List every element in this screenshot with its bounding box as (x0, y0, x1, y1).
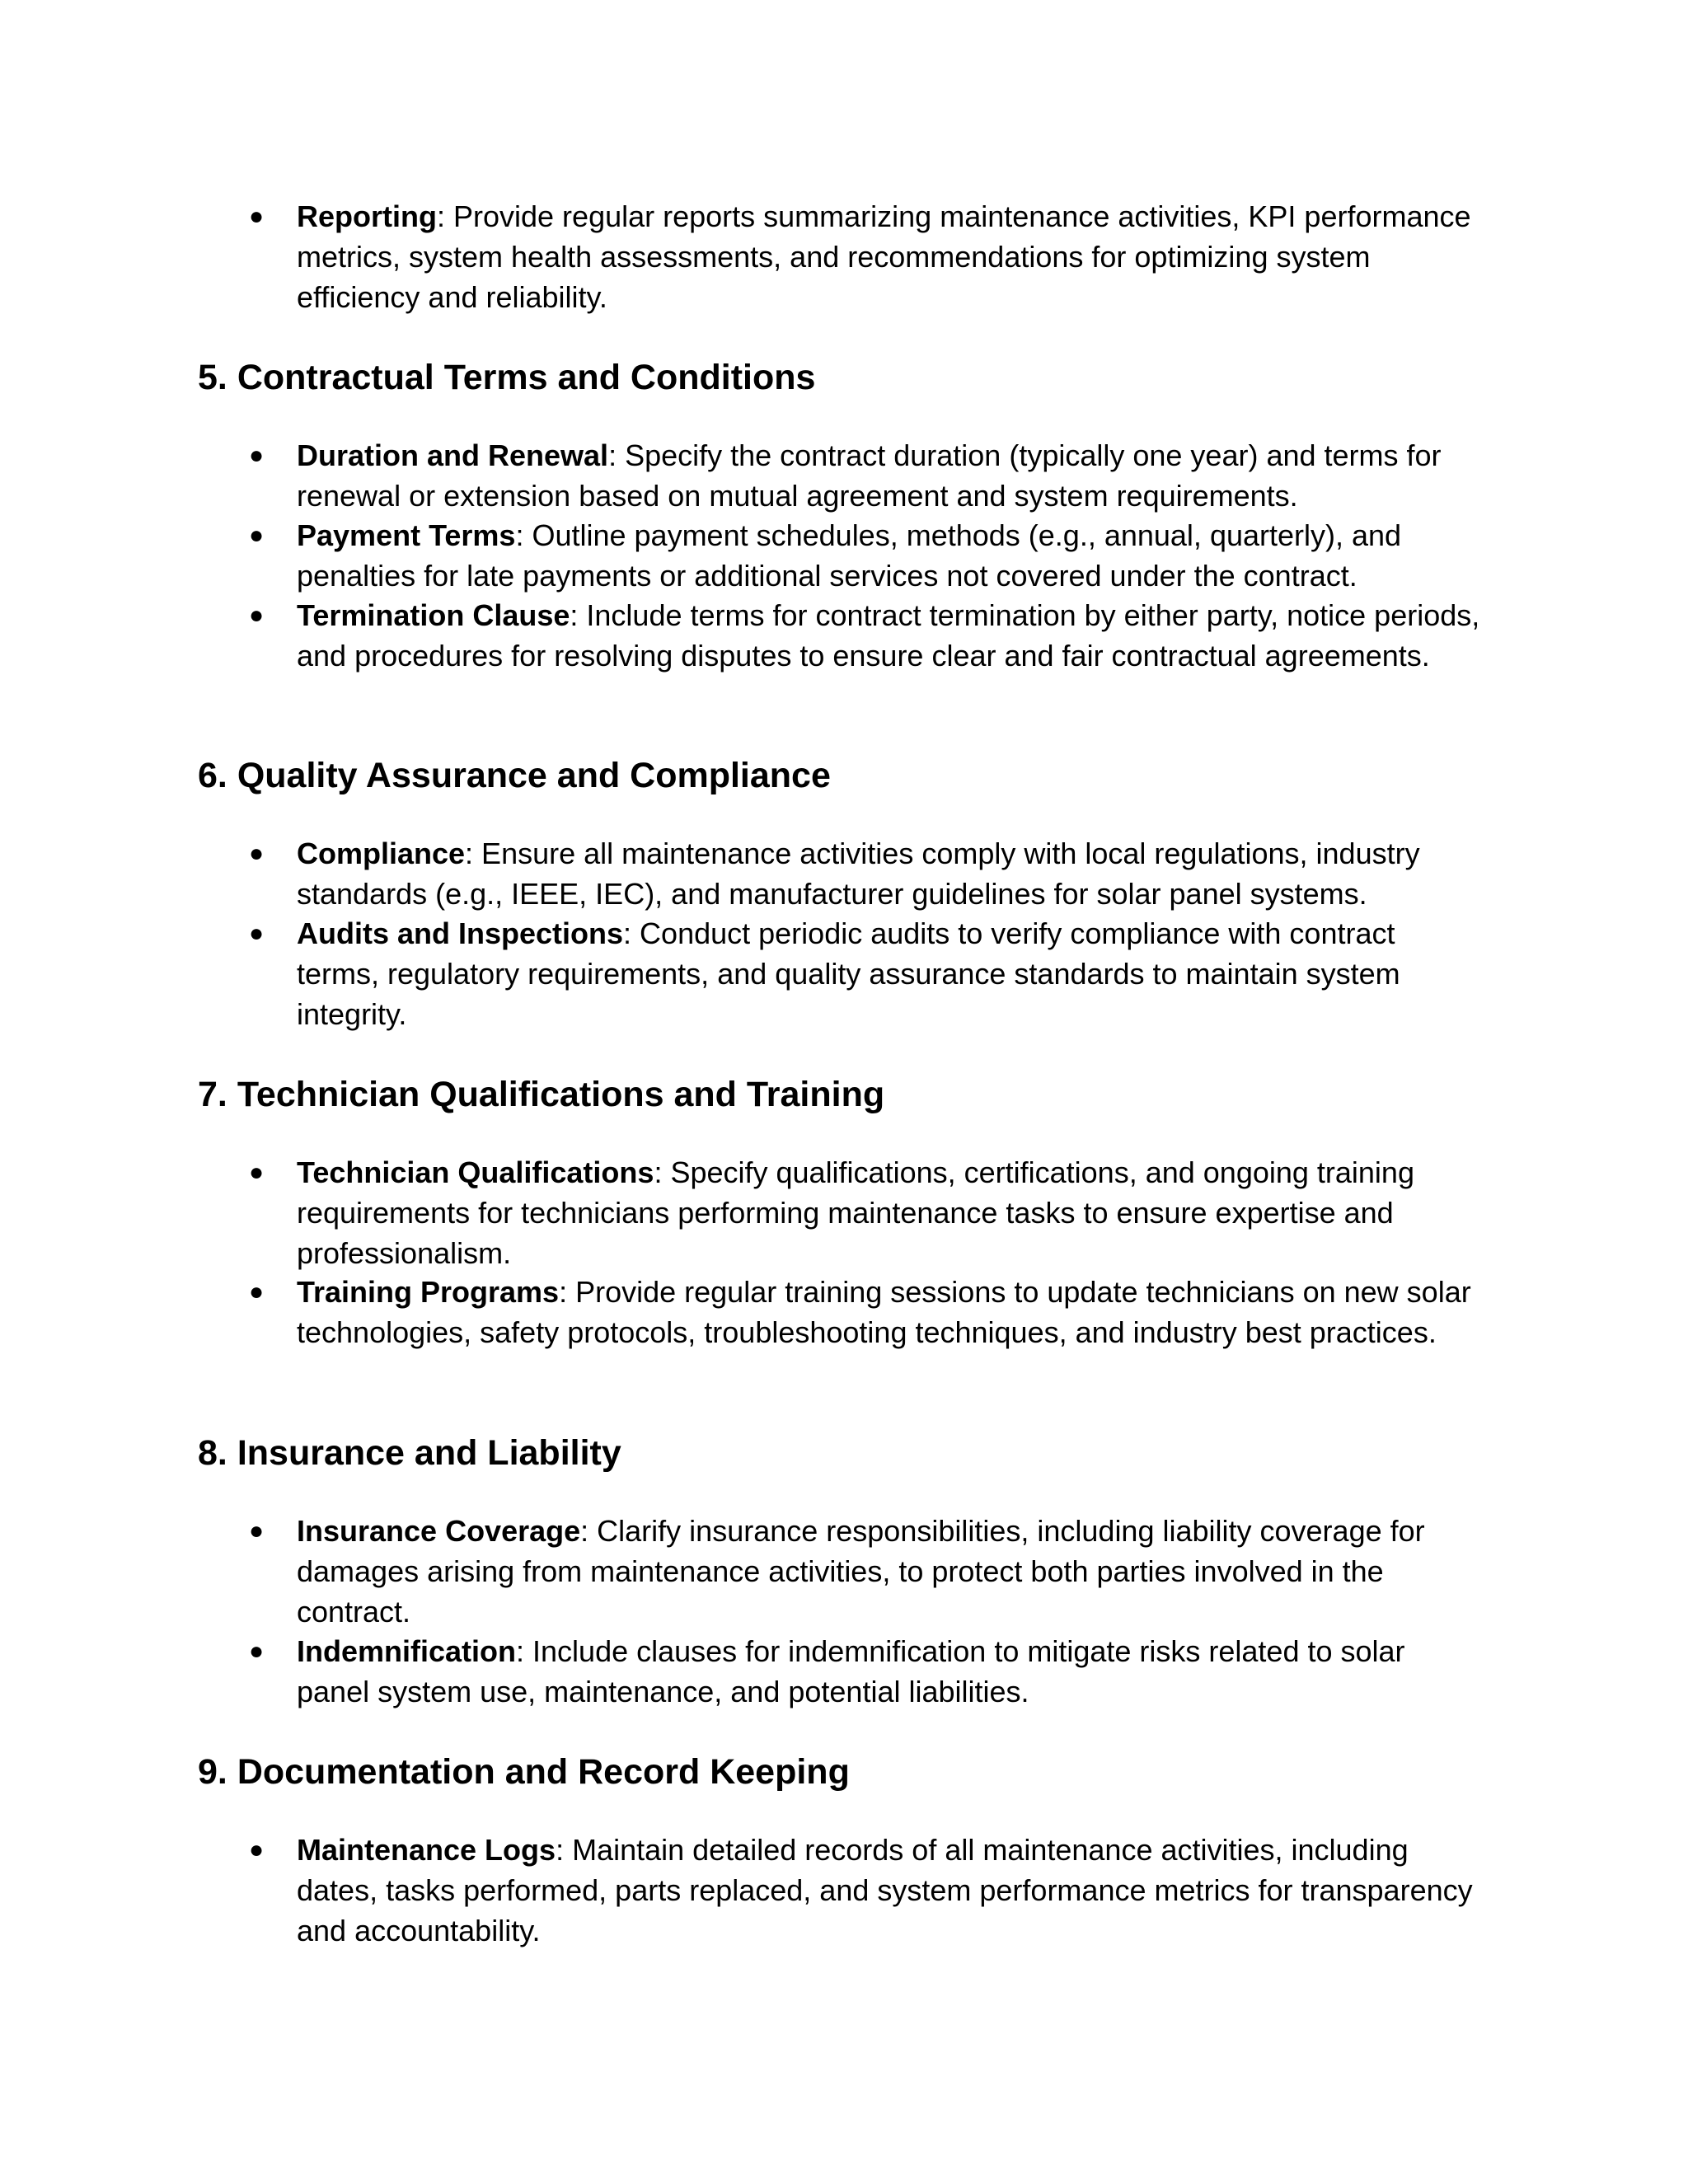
section-title: Technician Qualifications and Training (237, 1075, 885, 1114)
bullet-text: : Specify the contract duration (typically one year) and terms for renewal or extension based on mutual agreement and system requirements. (297, 438, 1442, 513)
bullet-item-training-programs (249, 1272, 1484, 1352)
bullet-term: Audits and Inspections (297, 916, 624, 950)
section-title: Insurance and Liability (237, 1433, 621, 1473)
bullet-icon: ● (249, 1278, 265, 1305)
bullet-text: : Clarify insurance responsibilities, including liability coverage for damages arising from maintenance activities, to protect both parties involved in the contract. (297, 1514, 1425, 1629)
section-number: 7. (198, 1075, 227, 1114)
bullet-icon: ● (249, 602, 265, 629)
bullet-text: : Specify qualifications, certifications, and ongoing training requirements for technicians performing maintenance tasks to ensure expertise and professionalism. (297, 1155, 1414, 1270)
section-heading-8 (198, 1430, 621, 1476)
bullet-text: : Ensure all maintenance activities comply with local regulations, industry standards (e.g., IEEE, IEC), and manufacturer guidelines for solar panel systems. (297, 837, 1420, 911)
bullet-item-duration-renewal (249, 435, 1484, 516)
bullet-item-technician-qualifications (249, 1152, 1484, 1273)
bullet-icon: ● (249, 920, 265, 947)
section-number: 6. (198, 756, 227, 795)
bullet-item-payment-terms (249, 515, 1484, 596)
bullet-text: : Include terms for contract termination by either party, notice periods, and procedures for resolving disputes to ensure clear and fair contractual agreements. (297, 598, 1480, 673)
bullet-term: Payment Terms (297, 518, 516, 552)
bullet-item-maintenance-logs (249, 1830, 1484, 1951)
bullet-item-indemnification (249, 1631, 1484, 1712)
bullet-icon: ● (249, 1517, 265, 1544)
bullet-text: : Conduct periodic audits to verify compliance with contract terms, regulatory requirements, and quality assurance standards to maintain system integrity. (297, 916, 1400, 1031)
bullet-term: Duration and Renewal (297, 438, 609, 472)
bullet-item-audits-inspections (249, 913, 1484, 1034)
bullet-term: Technician Qualifications (297, 1155, 654, 1189)
section-title: Documentation and Record Keeping (237, 1752, 850, 1792)
section-number: 5. (198, 358, 227, 397)
bullet-term: Reporting (297, 199, 437, 233)
bullet-text: : Outline payment schedules, methods (e.g., annual, quarterly), and penalties for late payments or additional services not covered under the contract. (297, 518, 1402, 593)
bullet-text: : Provide regular training sessions to update technicians on new solar technologies, safety protocols, troubleshooting techniques, and industry best practices. (297, 1275, 1471, 1349)
bullet-item-termination-clause (249, 595, 1484, 676)
section-title: Quality Assurance and Compliance (237, 756, 831, 795)
bullet-item-insurance-coverage (249, 1511, 1484, 1632)
bullet-icon: ● (249, 522, 265, 549)
bullet-icon: ● (249, 1159, 265, 1186)
bullet-text: : Include clauses for indemnification to mitigate risks related to solar panel system use, maintenance, and potential liabilities. (297, 1634, 1405, 1708)
bullet-item-compliance (249, 833, 1484, 914)
bullet-term: Training Programs (297, 1275, 560, 1309)
bullet-term: Indemnification (297, 1634, 517, 1668)
section-number: 8. (198, 1433, 227, 1473)
bullet-term: Insurance Coverage (297, 1514, 581, 1548)
bullet-icon: ● (249, 1836, 265, 1863)
section-title: Contractual Terms and Conditions (237, 358, 816, 397)
section-number: 9. (198, 1752, 227, 1792)
bullet-term: Termination Clause (297, 598, 570, 632)
bullet-item-reporting (249, 196, 1484, 317)
section-heading-7 (198, 1071, 884, 1118)
bullet-icon: ● (249, 1638, 265, 1665)
bullet-text: : Provide regular reports summarizing maintenance activities, KPI performance metrics, system health assessments, and recommendations for optimizing system efficiency and reliability. (297, 199, 1471, 314)
section-heading-6 (198, 752, 831, 799)
section-heading-5 (198, 354, 815, 401)
bullet-text: : Maintain detailed records of all maintenance activities, including dates, tasks performed, parts replaced, and system performance metrics for transparency and accountability. (297, 1833, 1473, 1947)
section-heading-9 (198, 1749, 850, 1795)
bullet-term: Compliance (297, 837, 466, 870)
bullet-icon: ● (249, 840, 265, 867)
bullet-icon: ● (249, 203, 265, 230)
bullet-term: Maintenance Logs (297, 1833, 556, 1867)
bullet-icon: ● (249, 442, 265, 469)
